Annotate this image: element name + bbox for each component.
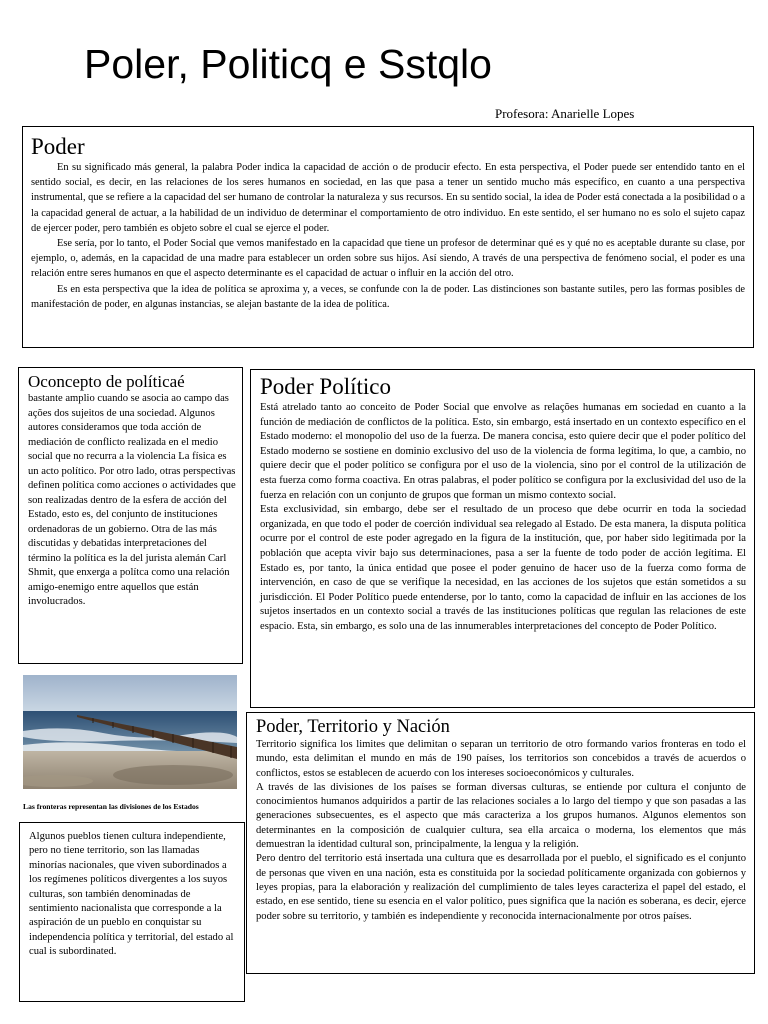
section-pueblos-body xyxy=(29,830,239,960)
section-territorio xyxy=(246,712,755,974)
paragraph: Algunos pueblos tienen cultura independiente, pero no tiene territorio, son las llamadas minorías nacionales, que viven subordinados a los regímenes políticos divergentes a los suyos culturas, son también denominadas de sentimiento nacionalista que corresponde a la aspiración de un pueblo en conquistar su independencia política y territorial, del estado al cual is subordinated. xyxy=(29,831,234,958)
paragraph: Esta exclusividad, sin embargo, debe ser el resultado de un proceso que debe ocurrir en toda la sociedad organizada, en que todo el poder de coerción individual sea relegado al Estado. De esta manera, la disputa política ocurre por el control de este poder agregado en la figura de la institución, que, por haber sido legitimada por la población que acepta vivir bajo sus determinaciones, pasa a ser la fuente de todo poder de acción legítima. El Estado es, por tanto, la única entidad que posee el poder genuino de hacer uso de la fuerza como forma de intervención, en caso de que se verifique la necesidad, en las acciones de los sujetos que están sometidos a su jurisdicción. El Poder Político puede entenderse, por lo tanto, como la capacidad de influir en las acciones de los sujetos insertados en un contexto social a través de las instituciones políticas que regulan las relaciones de este espacio. Esta, sin embargo, es solo una de las innumerables interpretaciones del concepto de Poder Político. xyxy=(260,504,746,632)
section-poder-heading: Poder xyxy=(31,134,85,159)
paragraph: Territorio significa los limites que delimitan o separan un territorio de otro formando varios fronteras en todo el mundo, esta delimitan el mundo en más de 190 países, los territorios son concebidos a través de acuerdos o conflictos, estos se establecen de acuerdo con los intereses socioeconómicos y culturales. xyxy=(256,739,746,779)
paragraph: En su significado más general, la palabra Poder indica la capacidad de acción o de producir efecto. En esta perspectiva, el Poder puede ser entendido tanto en el sentido social, es decir, en las relaciones de los seres humanos en sociedad, en las que pasa a tener un sentido mucho más específico, en cuanto a una perspectiva instrumental, que se refiere a la capacidad del ser humano de controlar la naturaleza y sus recursos. En su sentido social, la idea de Poder está conectada a la posibilidad o a la capacidad general de actuar, a la habilidad de un individuo de determinar el comportamiento de otro individuo. En este sentido, el ser humano no es solo el sujeto capaz de ejercer poder, pero también es objeto sobre el cual se ejerce el poder. xyxy=(31,162,745,234)
section-poder-politico-heading: Poder Político xyxy=(260,374,391,399)
paragraph: Pero dentro del territorio está insertada una cultura que es desarrollada por el pueblo, el significado es el conjunto de personas que viven en una nación, esta es constituida por la sociedad políticamente organizada con gobiernos y leyes propias, para la elaboración y realización del cumplimiento de tales leyes caracteriza el papel del estado, el estado, en ese sentido, tiene su esencia en el valor político, pues significa que la nación es soberana, es decir, ejerce poder sobre su territorio, y también es independiente y reconocida internacionalmente por otros países. xyxy=(256,853,746,922)
paragraph: A través de las divisiones de los países se forman diversas culturas, se entiende por cultura el conjunto de conocimientos humanos adquiridos a partir de las relaciones sociales a lo largo del tiempo y que son pasadas a las generaciones subsecuentes, es el aspecto que más caracteriza a los grupos humanos. Algunos elementos son determinantes en la composición de cualquier cultura, sea ella arcaica o moderna, los elementos que más demuestran la identidad cultural son, principalmente, la lengua y la religión. xyxy=(256,781,746,851)
section-territorio-body xyxy=(256,738,746,924)
paragraph: Está atrelado tanto ao conceito de Poder Social que envolve as relações humanas em sociedad en cuanto a la función de mediación de conflictos de la política. Esto, sin embargo, está insertado en un contexto específico en el Estado moderno: el monopolio del uso de la fuerza. De manera concisa, esto quiere decir que el poder político del Estado moderno se sostiene en dominio exclusivo del uso de la violencia de forma legítima, lo que, a cambio, no quiere decir que el poder político se configura por el uso de la violencia, sino por el control de la utilización de esta fuerza como forma coactiva. En otras palabras, el poder político se configura por la exclusividad del uso de la fuerza en relación con un conjunto de grupos que forman un mismo contexto social. xyxy=(260,402,746,501)
section-poder-politico-body xyxy=(260,401,746,635)
section-territorio-heading: Poder, Territorio y Nación xyxy=(256,717,450,737)
photo-caption: Las fronteras representan las divisiones de los Estados xyxy=(23,802,199,811)
section-pueblos xyxy=(19,822,245,1002)
section-poder-body xyxy=(31,160,745,312)
paragraph: Es en esta perspectiva que la idea de política se aproxima y, a veces, se confunde con la de poder. Las distinciones son bastante sutiles, pero las formas posibles de manifestación de poder, en algunas instancias, se alejan bastante de la idea de política. xyxy=(31,283,745,310)
section-concepto xyxy=(18,367,243,664)
paragraph: Ese sería, por lo tanto, el Poder Social que vemos manifestado en la capacidad que tiene un profesor de determinar qué es y qué no es aceptable durante su clase, por ejemplo, o, además, en la capacidad de una madre para establecer un orden sobre sus hijos. Así siendo, A través de una perspectiva de fenómeno social, el poder es una relación entre seres humanos en que el aspecto determinante es el capacidad de actuar o influir en la acción del otro. xyxy=(31,238,745,280)
section-poder xyxy=(22,126,754,348)
author-line: Profesora: Anarielle Lopes xyxy=(495,106,635,121)
section-poder-politico xyxy=(250,369,755,708)
border-photo-figure xyxy=(14,665,246,817)
section-concepto-body xyxy=(28,392,236,610)
border-fence-photo xyxy=(23,675,237,789)
paragraph: bastante amplio cuando se asocia ao campo das ações dos sujeitos de una sociedad. Algunos autores consideramos que toda acción de mediación de conflicto realizada en el medio social que no recurra a la violencia La física es un acto político. Por otro lado, otras perspectivas definen política como acciones o actividades que son realizadas dentro de la esfera de acción del Estado, esto es, del conjunto de instituciones ordenadoras de un gobierno. Otra de las más discutidas y debatidas interpretaciones del término la política es la del jurista alemán Carl Shmit, que enxerga a polítca como una relación amigo-enemigo entre aquellos que están involucrados. xyxy=(28,393,236,607)
page-title: Poler, Politicq e Sstqlo xyxy=(84,41,492,87)
section-concepto-heading: Oconcepto de políticaé xyxy=(28,372,185,391)
